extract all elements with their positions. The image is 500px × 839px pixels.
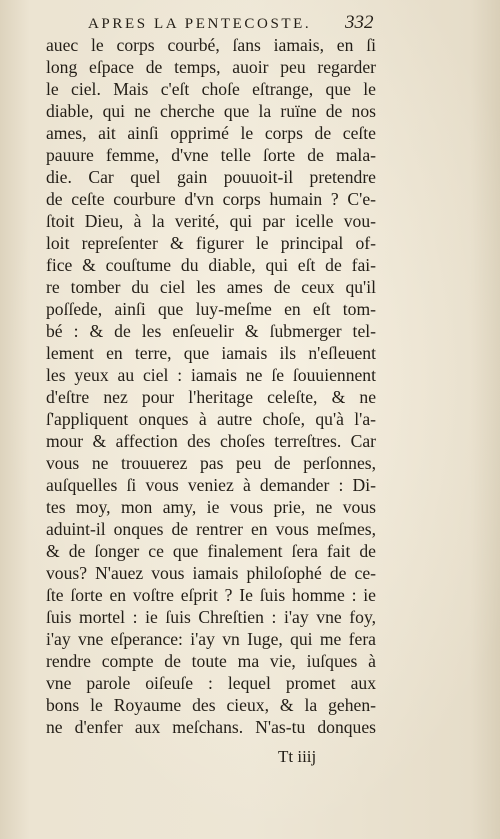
text-line: ſ'appliquent onques à autre choſe, qu'à l'a- bbox=[46, 409, 376, 429]
text-line: vne parole oiſeuſe : lequel promet aux bbox=[46, 673, 376, 693]
text-line: bé : & de les enſeuelir & ſubmerger tel- bbox=[46, 321, 376, 341]
text-line: diable, qui ne cherche que la ruïne de nos bbox=[46, 101, 376, 121]
text-line: i'ay vne eſperance: i'ay vn Iuge, qui me fera bbox=[46, 629, 376, 649]
text-line: aduint-il onques de rentrer en vous meſmes, bbox=[46, 519, 376, 539]
text-line: auec le corps courbé, ſans iamais, en ſi bbox=[46, 35, 376, 55]
page-number: 332 bbox=[345, 12, 374, 33]
text-line: auſquelles ſi vous veniez à demander : Di- bbox=[46, 475, 376, 495]
text-line: tes moy, mon amy, ie vous prie, ne vous bbox=[46, 497, 376, 517]
text-line: ſte ſorte en voſtre eſprit ? Ie ſuis homme : ie bbox=[46, 585, 376, 605]
text-line: lement en terre, que iamais ils n'eſleuent bbox=[46, 343, 376, 363]
text-line: re tomber du ciel les ames de ceux qu'il bbox=[46, 277, 376, 297]
running-head: APRES LA PENTECOSTE. bbox=[88, 16, 312, 32]
text-line: bons le Royaume des cieux, & la gehen- bbox=[46, 695, 376, 715]
text-line: fice & couſtume du diable, qui eſt de fai- bbox=[46, 255, 376, 275]
text-line: de ceſte courbure d'vn corps humain ? C'e- bbox=[46, 189, 376, 209]
signature-mark: Tt iiij bbox=[278, 747, 317, 766]
text-line: ames, ait ainſi opprimé le corps de ceſte bbox=[46, 123, 376, 143]
text-line: rendre compte de toute ma vie, iuſques à bbox=[46, 651, 376, 671]
text-line: les yeux au ciel : iamais ne ſe ſouuiennent bbox=[46, 365, 376, 385]
text-line: ne d'enfer aux meſchans. N'as-tu donques bbox=[46, 717, 376, 737]
text-line: vous? N'auez vous iamais philoſophé de ce- bbox=[46, 563, 376, 583]
text-line: d'eſtre nez pour l'heritage celeſte, & ne bbox=[46, 387, 376, 407]
text-line: long eſpace de temps, auoir peu regarder bbox=[46, 57, 376, 77]
text-line: le ciel. Mais c'eſt choſe eſtrange, que le bbox=[46, 79, 376, 99]
text-line: vous ne trouuerez pas peu de perſonnes, bbox=[46, 453, 376, 473]
text-line: loit repreſenter & figurer le principal of- bbox=[46, 233, 376, 253]
text-line: pauure femme, d'vne telle ſorte de mala- bbox=[46, 145, 376, 165]
text-line: & de ſonger ce que finalement ſera fait de bbox=[46, 541, 376, 561]
text-line: die. Car quel gain pouuoit-il pretendre bbox=[46, 167, 376, 187]
body-text bbox=[46, 34, 376, 738]
text-line: mour & affection des choſes terreſtres. Car bbox=[46, 431, 376, 451]
text-line: ſtoit Dieu, à la verité, qui par icelle vou- bbox=[46, 211, 376, 231]
text-line: poſſede, ainſi que luy-meſme en eſt tom- bbox=[46, 299, 376, 319]
text-line: ſuis mortel : ie ſuis Chreſtien : i'ay vne foy, bbox=[46, 607, 376, 627]
